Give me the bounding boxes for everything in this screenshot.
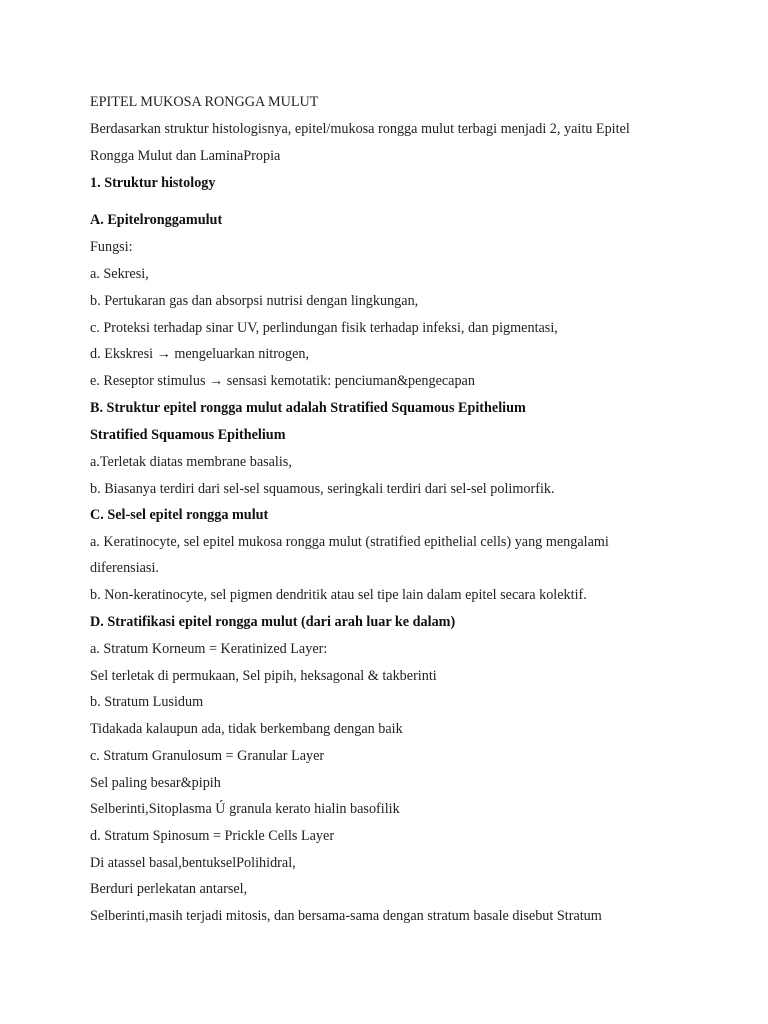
- paragraph-line: Sel paling besar&pipih: [90, 775, 221, 791]
- subsection-heading: B. Struktur epitel rongga mulut adalah Stratified Squamous Epithelium: [90, 400, 526, 416]
- list-item: a. Keratinocyte, sel epitel mukosa rongga mulut (stratified epithelial cells) yang mengalami: [90, 534, 609, 550]
- list-item: b. Pertukaran gas dan absorpsi nutrisi dengan lingkungan,: [90, 293, 419, 309]
- list-item: b. Stratum Lusidum: [90, 694, 204, 710]
- list-item: b. Biasanya terdiri dari sel-sel squamous, seringkali terdiri dari sel-sel polimorfik.: [90, 481, 555, 497]
- subsection-heading: C. Sel-sel epitel rongga mulut: [90, 507, 269, 523]
- paragraph-line: diferensiasi.: [90, 560, 159, 576]
- paragraph-line: Fungsi:: [90, 239, 133, 255]
- paragraph-line: Selberinti,masih terjadi mitosis, dan bersama-sama dengan stratum basale disebut Stratum: [90, 908, 602, 924]
- subsection-heading: Stratified Squamous Epithelium: [90, 427, 286, 443]
- list-item: b. Non-keratinocyte, sel pigmen dendritik atau sel tipe lain dalam epitel secara kolektif.: [90, 587, 587, 603]
- subsection-heading: A. Epitelronggamulut: [90, 212, 223, 228]
- section-heading: 1. Struktur histology: [90, 175, 216, 191]
- paragraph-line: Rongga Mulut dan LaminaPropia: [90, 148, 281, 164]
- paragraph-line: Berduri perlekatan antarsel,: [90, 881, 248, 897]
- list-item: d. Stratum Spinosum = Prickle Cells Layer: [90, 828, 335, 844]
- list-item: a. Stratum Korneum = Keratinized Layer:: [90, 641, 328, 657]
- paragraph-line: Sel terletak di permukaan, Sel pipih, heksagonal & takberinti: [90, 668, 437, 684]
- paragraph-line: Tidakada kalaupun ada, tidak berkembang dengan baik: [90, 721, 403, 737]
- paragraph-line: Berdasarkan struktur histologisnya, epitel/mukosa rongga mulut terbagi menjadi 2, yaitu Epitel: [90, 121, 630, 137]
- list-item: e. Reseptor stimulus → sensasi kemotatik: penciuman&pengecapan: [90, 373, 475, 389]
- list-item: a. Sekresi,: [90, 266, 149, 282]
- subsection-heading: D. Stratifikasi epitel rongga mulut (dari arah luar ke dalam): [90, 614, 456, 630]
- list-item: c. Stratum Granulosum = Granular Layer: [90, 748, 325, 764]
- document-title: EPITEL MUKOSA RONGGA MULUT: [90, 94, 319, 110]
- list-item: c. Proteksi terhadap sinar UV, perlindungan fisik terhadap infeksi, dan pigmentasi,: [90, 320, 558, 336]
- paragraph-line: Selberinti,Sitoplasma Ú granula kerato hialin basofilik: [90, 801, 400, 817]
- list-item: d. Ekskresi → mengeluarkan nitrogen,: [90, 346, 310, 362]
- paragraph-line: Di atassel basal,bentukselPolihidral,: [90, 855, 296, 871]
- list-item: a.Terletak diatas membrane basalis,: [90, 454, 292, 470]
